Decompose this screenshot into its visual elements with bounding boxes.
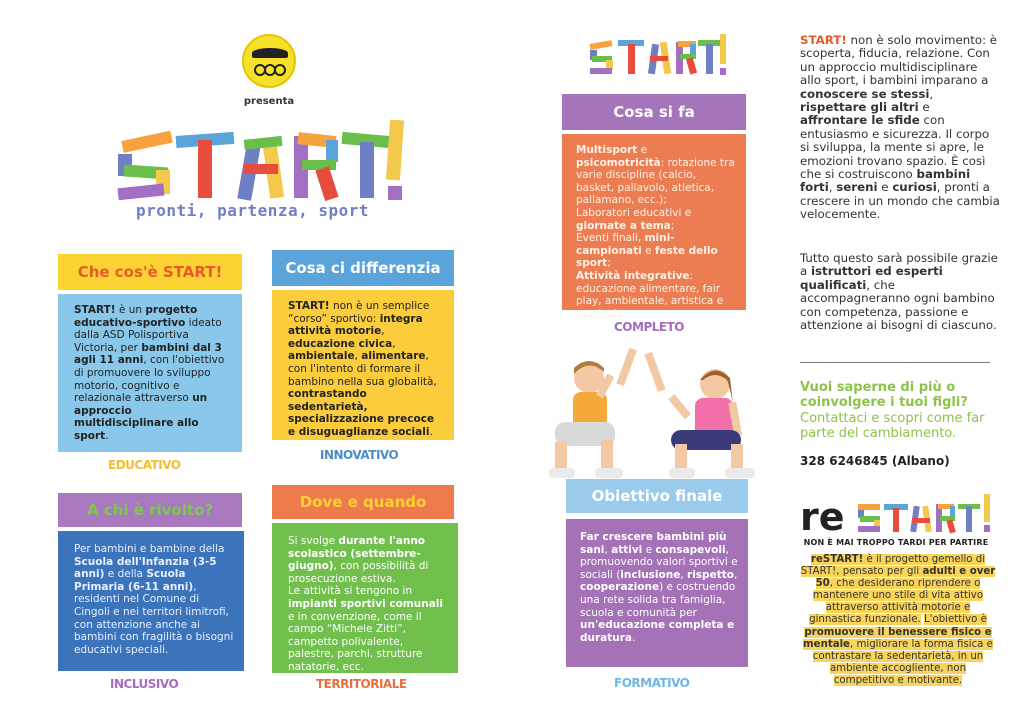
support-paragraph: Tutto questo sarà possibile grazie a istruttori ed esperti qualificati, che accompagneranno ogni bambino con competenza, passione e attenzione ai bisogni di ciascuno. bbox=[800, 251, 998, 333]
category-innovativo: INNOVATIVO bbox=[320, 448, 399, 462]
polisportiva-logo bbox=[242, 34, 296, 88]
phone-number[interactable]: 328 6246845 (Albano) bbox=[800, 454, 950, 468]
start-logo-small bbox=[588, 32, 728, 78]
category-territoriale: TERRITORIALE bbox=[316, 677, 407, 691]
obiettivo-finale-body: Far crescere bambini più sani, attivi e consapevoli, promuovendo valori sportivi e sociali (inclusione, rispetto, cooperazione) e costruendo una rete solida tra famiglia, scuola e comunità per un'educazione completa e duratura. bbox=[566, 519, 748, 667]
restart-description: reSTART! è il progetto gemello di START!, pensato per gli adulti e over 50, che desiderano riprendere o mantenere uno stile di vita attivo attraverso attività motorie e ginnastica funzionale. L'obiettivo è promuovere il benessere fisico e mentale, migliorare la forma fisica e contrastare la sedentarietà, in un ambiente accogliente, non competitivo e motivante. bbox=[800, 554, 996, 686]
kids-high-five-photo bbox=[545, 344, 765, 484]
restart-tagline: NON È MAI TROPPO TARDI PER PARTIRE bbox=[803, 538, 989, 547]
olympic-ring-icon bbox=[274, 64, 286, 76]
presenta-label: presenta bbox=[243, 96, 295, 107]
contact-question: Vuoi saperne di più o coinvolgere i tuoi figli? bbox=[800, 380, 968, 410]
che-cose-body: START! è un progetto educativo-sportivo ideato dalla ASD Polisportiva Victoria, per bambini dal 3 agli 11 anni, con l'obiettivo di promuovere lo sviluppo motorio, cognitivo e relazionale attraverso un approccio multidisciplinare allo sport. bbox=[58, 294, 242, 452]
category-formativo: FORMATIVO bbox=[614, 676, 690, 690]
cosa-ci-differenzia-header: Cosa ci differenzia bbox=[272, 250, 454, 286]
intro-paragraph: START! non è solo movimento: è scoperta, fiducia, relazione. Con un approccio multidisciplinare allo sport, i bambini imparano a conoscere se stessi, rispettare gli altri e affrontare le sfide con entusiasmo e sicurezza. Il corpo si sviluppa, la mente si apre, le emozioni trovano spazio. È così che si costruiscono bambini forti, sereni e curiosi, pronti a crescere in un mondo che cambia velocemente. bbox=[800, 33, 1000, 222]
dove-quando-header: Dove e quando bbox=[272, 485, 454, 519]
start-logo bbox=[116, 116, 406, 206]
cosa-si-fa-body: Multisport e psicomotricità: rotazione tra varie discipline (calcio, basket, pallavolo, atletica, pallamano, ecc.); Laboratori educativi e giornate a tema; Eventi finali, mini-campionati e feste dello sport; Attività integrative: educazione alimentare, fair play, ambientale, artistica e musicale. bbox=[562, 134, 746, 310]
contact-invite: Contattaci e scopri come far parte del cambiamento. bbox=[800, 411, 985, 441]
a-chi-header: A chi è rivolto? bbox=[58, 493, 242, 527]
cosa-si-fa-header: Cosa si fa bbox=[562, 94, 746, 130]
start-subtitle: pronti, partenza, sport bbox=[136, 201, 370, 220]
category-educativo: EDUCATIVO bbox=[108, 458, 181, 472]
a-chi-body: Per bambini e bambine della Scuola dell'Infanzia (3-5 anni) e della Scuola Primaria (6-11 anni), residenti nel Comune di Cingoli e nei territori limitrofi, con attenzione anche ai bambini con fragilità o bisogni educativi speciali. bbox=[58, 531, 244, 671]
category-completo: COMPLETO bbox=[614, 320, 684, 334]
dove-quando-body: Si svolge durante l'anno scolastico (settembre-giugno), con possibilità di prosecuzione estiva. Le attività si tengono in impianti sportivi comunali e in convenzione, come il campo “Michele Zitti”, campetto polivalente, palestre, parchi, strutture natatorie, ecc. bbox=[272, 523, 458, 673]
eagle-icon bbox=[252, 48, 288, 58]
che-cose-header: Che cos'è START! bbox=[58, 254, 242, 290]
obiettivo-finale-header: Obiettivo finale bbox=[566, 479, 748, 513]
cosa-ci-differenzia-body: START! non è un semplice “corso” sportivo: integra attività motorie, educazione civica, ambientale, alimentare, con l'intento di formare il bambino nella sua globalità, contrastando sedentarietà, specializzazione precoce e disuguaglianze sociali. bbox=[272, 290, 454, 440]
divider bbox=[800, 362, 990, 363]
category-inclusivo: INCLUSIVO bbox=[110, 677, 179, 691]
restart-logo bbox=[800, 492, 992, 536]
restart-logo-re: re bbox=[800, 495, 845, 536]
